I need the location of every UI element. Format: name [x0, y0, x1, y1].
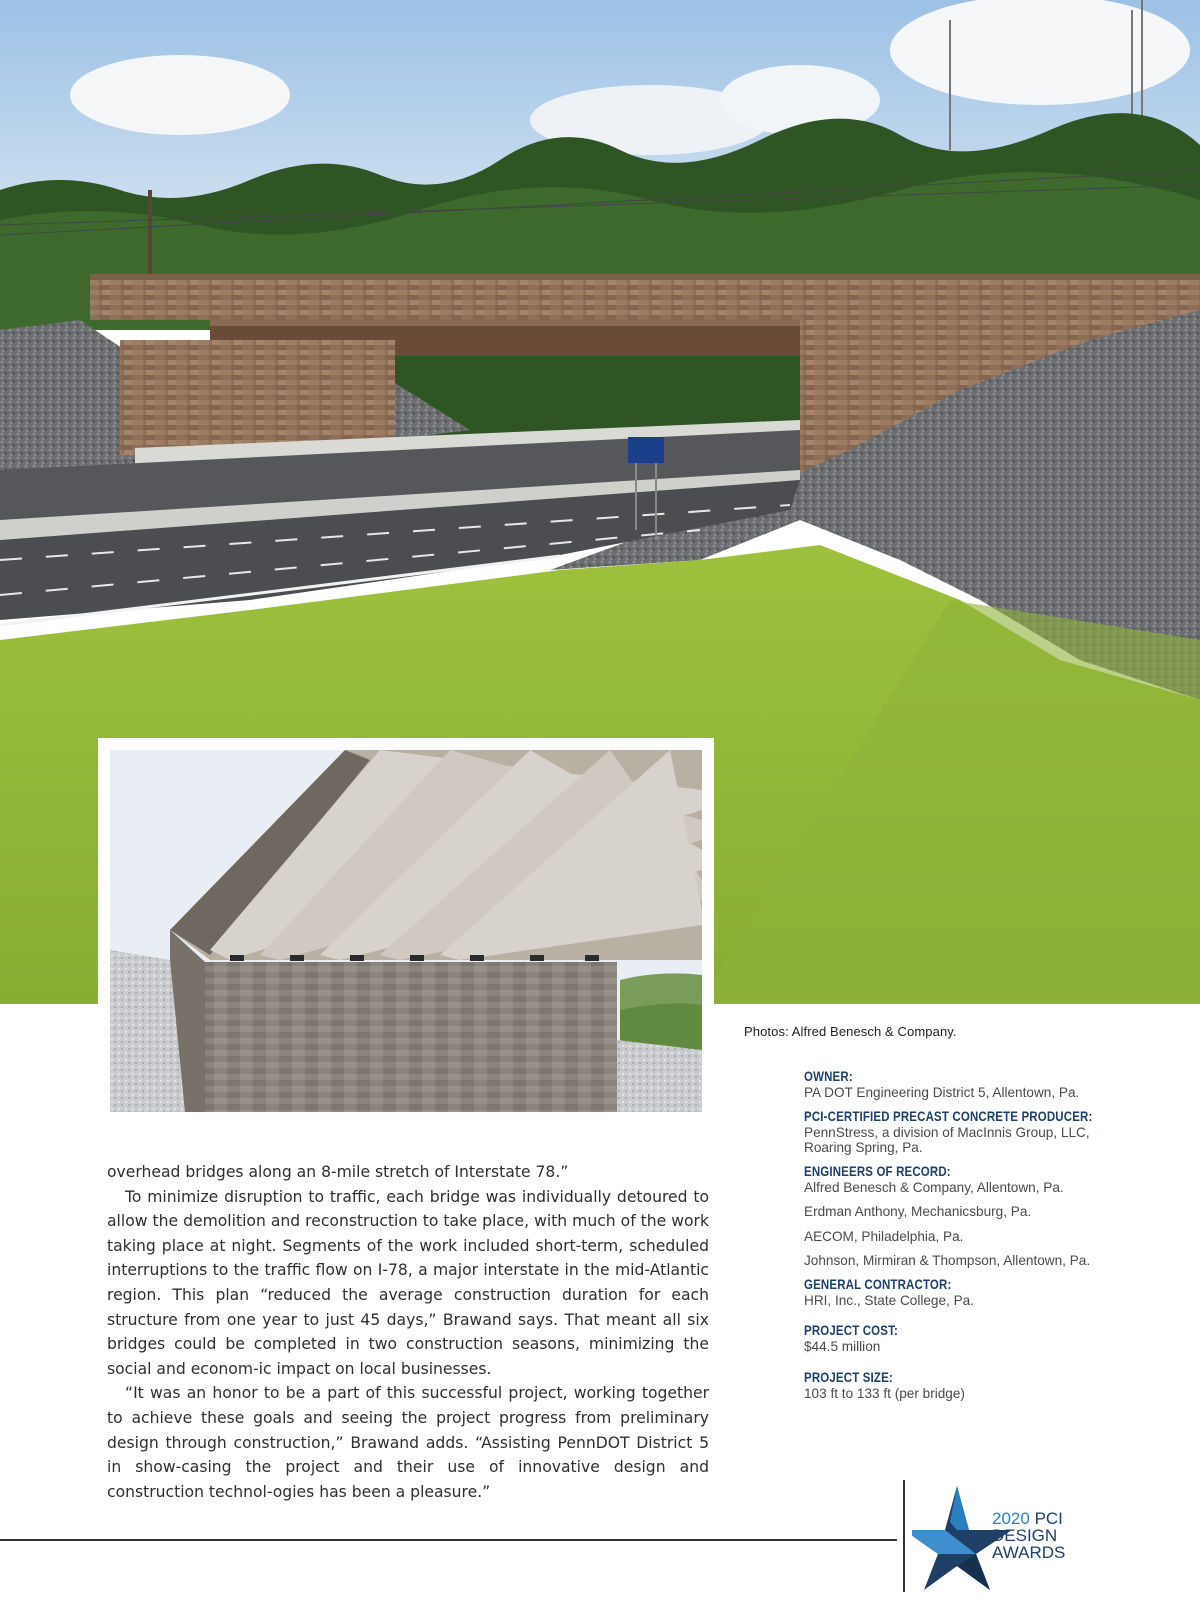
inset-photo	[98, 738, 714, 1120]
article-paragraph: To minimize disruption to traffic, each bridge was individually detoured to allow the demolition and reconstruction to take place, with much of the work taking place at night. Segments of the work included short-term, scheduled interruptions to the traffic flow on I-78, a major interstate in the mid-Atlantic region. This plan “reduced the average construction duration for each structure from one year to just 45 days,” Brawand says. That meant all six bridges could be completed in two construction seasons, minimizing the social and econom-ic impact on local businesses.	[107, 1187, 709, 1378]
pci-awards-wordmark	[992, 1510, 1065, 1561]
producer-group	[804, 1108, 1134, 1156]
logo-org: PCI	[1034, 1509, 1063, 1528]
engineer-value: Alfred Benesch & Company, Allentown, Pa.	[804, 1179, 1064, 1195]
bridge-underside-photo	[110, 750, 702, 1112]
size-group	[804, 1369, 1134, 1402]
cost-label: PROJECT COST:	[804, 1322, 898, 1338]
size-value: 103 ft to 133 ft (per bridge)	[804, 1385, 965, 1401]
photo-caption: Photos: Alfred Benesch & Company.	[744, 1024, 957, 1039]
engineers-label: ENGINEERS OF RECORD:	[804, 1162, 951, 1179]
producer-label: PCI-CERTIFIED PRECAST CONCRETE PRODUCER:	[804, 1107, 1093, 1124]
producer-value: PennStress, a division of MacInnis Group, LLC, Roaring Spring, Pa.	[804, 1124, 1090, 1155]
engineers-group	[804, 1163, 1134, 1269]
article-body	[107, 1160, 709, 1504]
footer-divider	[903, 1480, 905, 1592]
engineer-value: Erdman Anthony, Mechanicsburg, Pa.	[804, 1204, 1032, 1219]
owner-group	[804, 1068, 1134, 1101]
logo-line3: AWARDS	[992, 1543, 1066, 1562]
logo-line2: DESIGN	[992, 1526, 1058, 1545]
footer-rule	[0, 1539, 897, 1541]
project-facts-sidebar	[804, 1068, 1134, 1408]
article-paragraph: overhead bridges along an 8-mile stretch of Interstate 78.”	[107, 1163, 569, 1181]
cost-value: $44.5 million	[804, 1339, 881, 1354]
logo-year: 2020	[992, 1509, 1030, 1528]
owner-label: OWNER:	[804, 1068, 853, 1084]
contractor-value: HRI, Inc., State College, Pa.	[804, 1292, 975, 1308]
engineer-value: Johnson, Mirmiran & Thompson, Allentown, Pa.	[804, 1253, 1091, 1268]
article-paragraph: “It was an honor to be a part of this successful project, working together to achieve these goals and seeing the project progress from preliminary design through construction,” Brawand adds. “Assisting PennDOT District 5 in show-casing the project and their use of innovative design and construction technol-ogies has been a pleasure.”	[107, 1384, 709, 1501]
size-label: PROJECT SIZE:	[804, 1368, 893, 1385]
engineer-value: AECOM, Philadelphia, Pa.	[804, 1228, 964, 1244]
owner-value: PA DOT Engineering District 5, Allentown, Pa.	[804, 1085, 1080, 1100]
cost-group	[804, 1322, 1134, 1355]
contractor-group	[804, 1276, 1134, 1309]
contractor-label: GENERAL CONTRACTOR:	[804, 1275, 952, 1292]
